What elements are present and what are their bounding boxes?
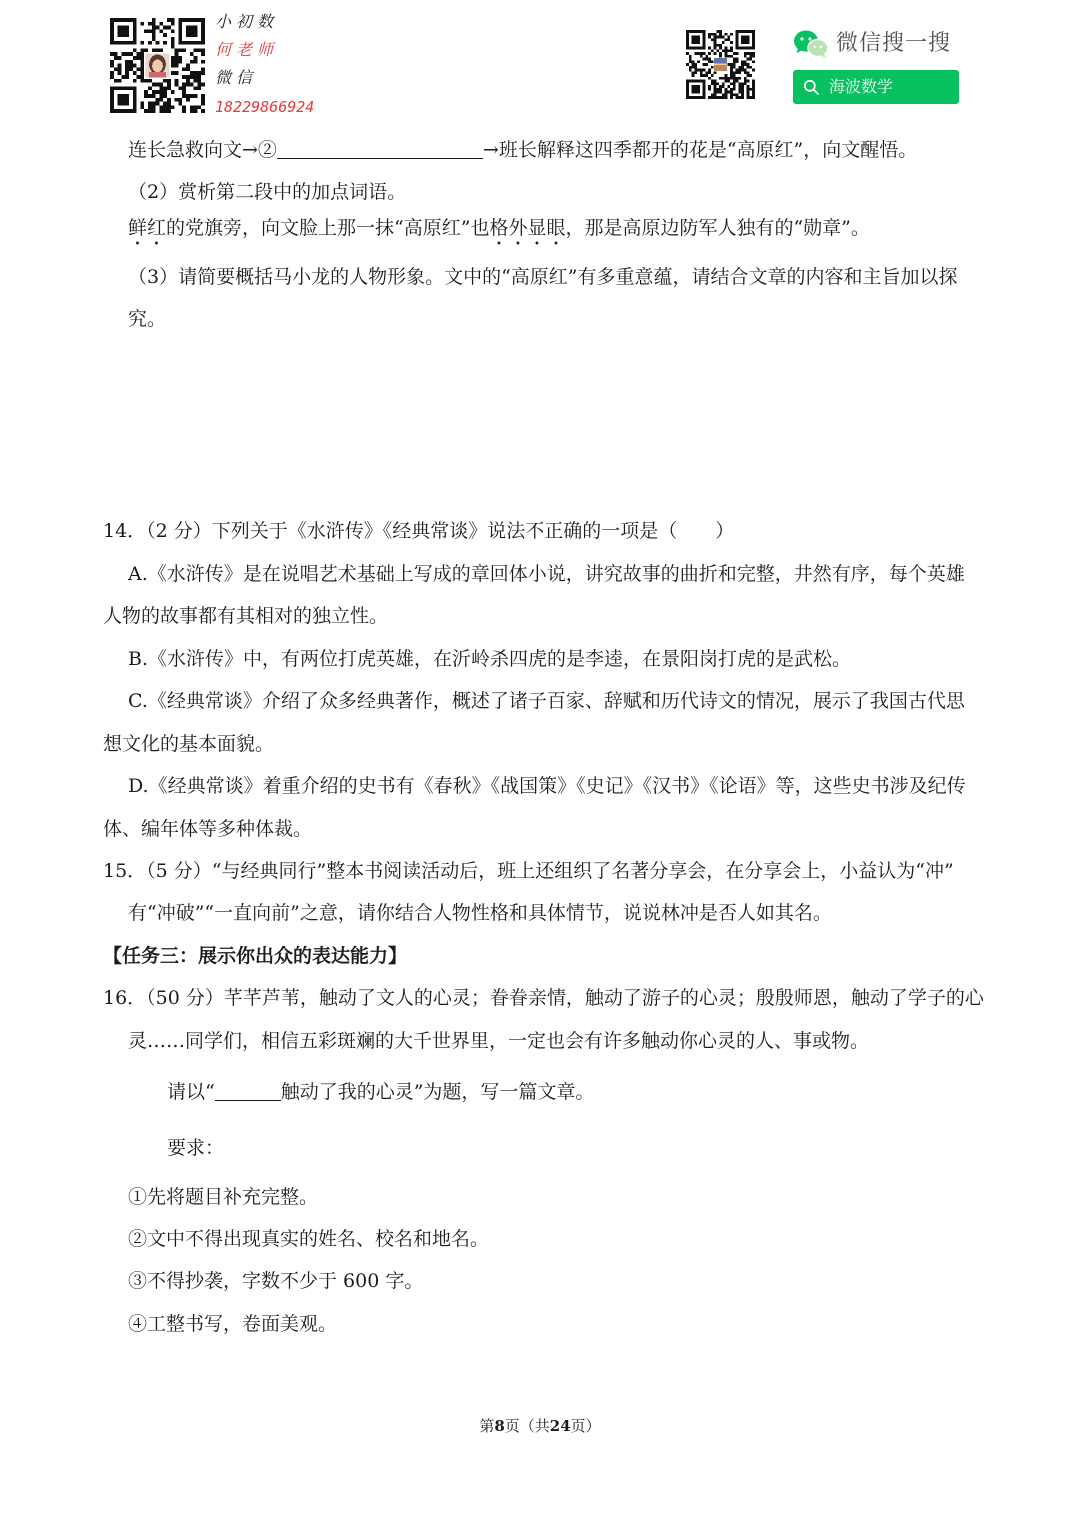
task3-heading: 【任务三：展示你出众的表达能力】 (103, 945, 408, 967)
title-blank (215, 1099, 281, 1101)
qr-code-right (686, 30, 755, 99)
q16-stem: 16．（50 分）芊芊芦苇，触动了文人的心灵；眷眷亲情，触动了游子的心灵；殷殷师恩，触动了学子的心 (103, 987, 984, 1009)
answer-blank (277, 157, 483, 159)
q14-option-a-cont: 人物的故事都有其相对的独立性。 (103, 605, 389, 627)
q16-prompt-before: 请以“ (167, 1081, 215, 1103)
qr-center-avatar-photo (145, 53, 169, 77)
q13-part3-line: 究。 (128, 308, 167, 330)
requirement-item: ④工整书写，卷面美观。 (128, 1313, 338, 1335)
q14-option-b: B.《水浒传》中，有两位打虎英雄，在沂岭杀四虎的是李逵，在景阳岗打虎的是武松。 (128, 648, 852, 670)
page-prefix: 第 (479, 1417, 495, 1435)
q15-stem-cont: 有“冲破”“一直向前”之意，请你结合人物性格和具体情节，说说林冲是否人如其名。 (128, 902, 832, 924)
contact-line-1: 小初数 (215, 12, 279, 31)
q16-stem-cont: 灵……同学们，相信五彩斑斓的大千世界里，一定也会有许多触动你心灵的人、事或物。 (128, 1030, 870, 1052)
search-account-button[interactable] (793, 70, 959, 104)
current-page: 8 (494, 1417, 505, 1435)
q13-flow-after: →班长解释这四季都开的花是“高原红”，向文醒悟。 (482, 139, 918, 161)
page-suffix: 页） (570, 1417, 601, 1435)
search-button-label: 海波数学 (829, 77, 894, 96)
total-pages: 24 (549, 1417, 571, 1435)
q16-prompt-after: 触动了我的心灵”为题，写一篇文章。 (280, 1081, 595, 1103)
page-number (0, 1416, 1080, 1436)
requirement-item: ③不得抄袭，字数不少于 600 字。 (128, 1270, 424, 1292)
q15-stem: 15．（5 分）“与经典同行”整本书阅读活动后，班上还组织了名著分享会，在分享会上，小益认为“冲” (103, 860, 954, 882)
sentence-text: ，那是高原边防军人独有的“勋章”。 (565, 217, 870, 239)
q13-flow-line (128, 138, 983, 162)
qr-code-left (110, 18, 205, 113)
wechat-logo-icon (793, 29, 829, 59)
q13-flow-before: 连长急救向文→② (128, 139, 277, 161)
q16-prompt (167, 1080, 983, 1104)
contact-phone-number: 18229866924 (215, 98, 315, 116)
q14-stem: 14．（2 分）下列关于《水浒传》《经典常谈》说法不正确的一项是（ ） (103, 520, 735, 542)
q13-part2-sentence (128, 216, 983, 250)
requirements-label: 要求： (167, 1137, 225, 1159)
dotted-word: 格外显眼 (489, 217, 566, 239)
q13-part3-line: （3）请简要概括马小龙的人物形象。文中的“高原红”有多重意蕴，请结合文章的内容和主旨加以探 (128, 266, 958, 288)
q14-option-d-cont: 体、编年体等多种体裁。 (103, 818, 313, 840)
contact-wechat-label: 微信 (215, 68, 258, 87)
dotted-word: 鲜红 (128, 217, 167, 239)
sentence-text: 的党旗旁，向文脸上那一抹“高原红”也 (166, 217, 490, 239)
q13-part2-prompt: （2）赏析第二段中的加点词语。 (128, 181, 407, 203)
q14-option-c: C.《经典常谈》介绍了众多经典著作，概述了诸子百家、辞赋和历代诗文的情况，展示了我国古代思 (128, 690, 965, 712)
page-middle: 页（共 (504, 1417, 550, 1435)
contact-teacher-name: 何老师 (215, 40, 279, 59)
wechat-search-title: 微信搜一搜 (836, 31, 952, 56)
q14-option-a: A.《水浒传》是在说唱艺术基础上写成的章回体小说，讲究故事的曲折和完整，井然有序，每个英雄 (128, 563, 965, 585)
requirement-item: ①先将题目补充完整。 (128, 1186, 319, 1208)
search-icon (803, 79, 819, 95)
qr-center-landscape-photo (714, 58, 727, 71)
q14-option-d: D.《经典常谈》着重介绍的史书有《春秋》《战国策》《史记》《汉书》《论语》等，这些史书涉及纪传 (128, 775, 966, 797)
q14-option-c-cont: 想文化的基本面貌。 (103, 733, 275, 755)
requirement-item: ②文中不得出现真实的姓名、校名和地名。 (128, 1228, 490, 1250)
